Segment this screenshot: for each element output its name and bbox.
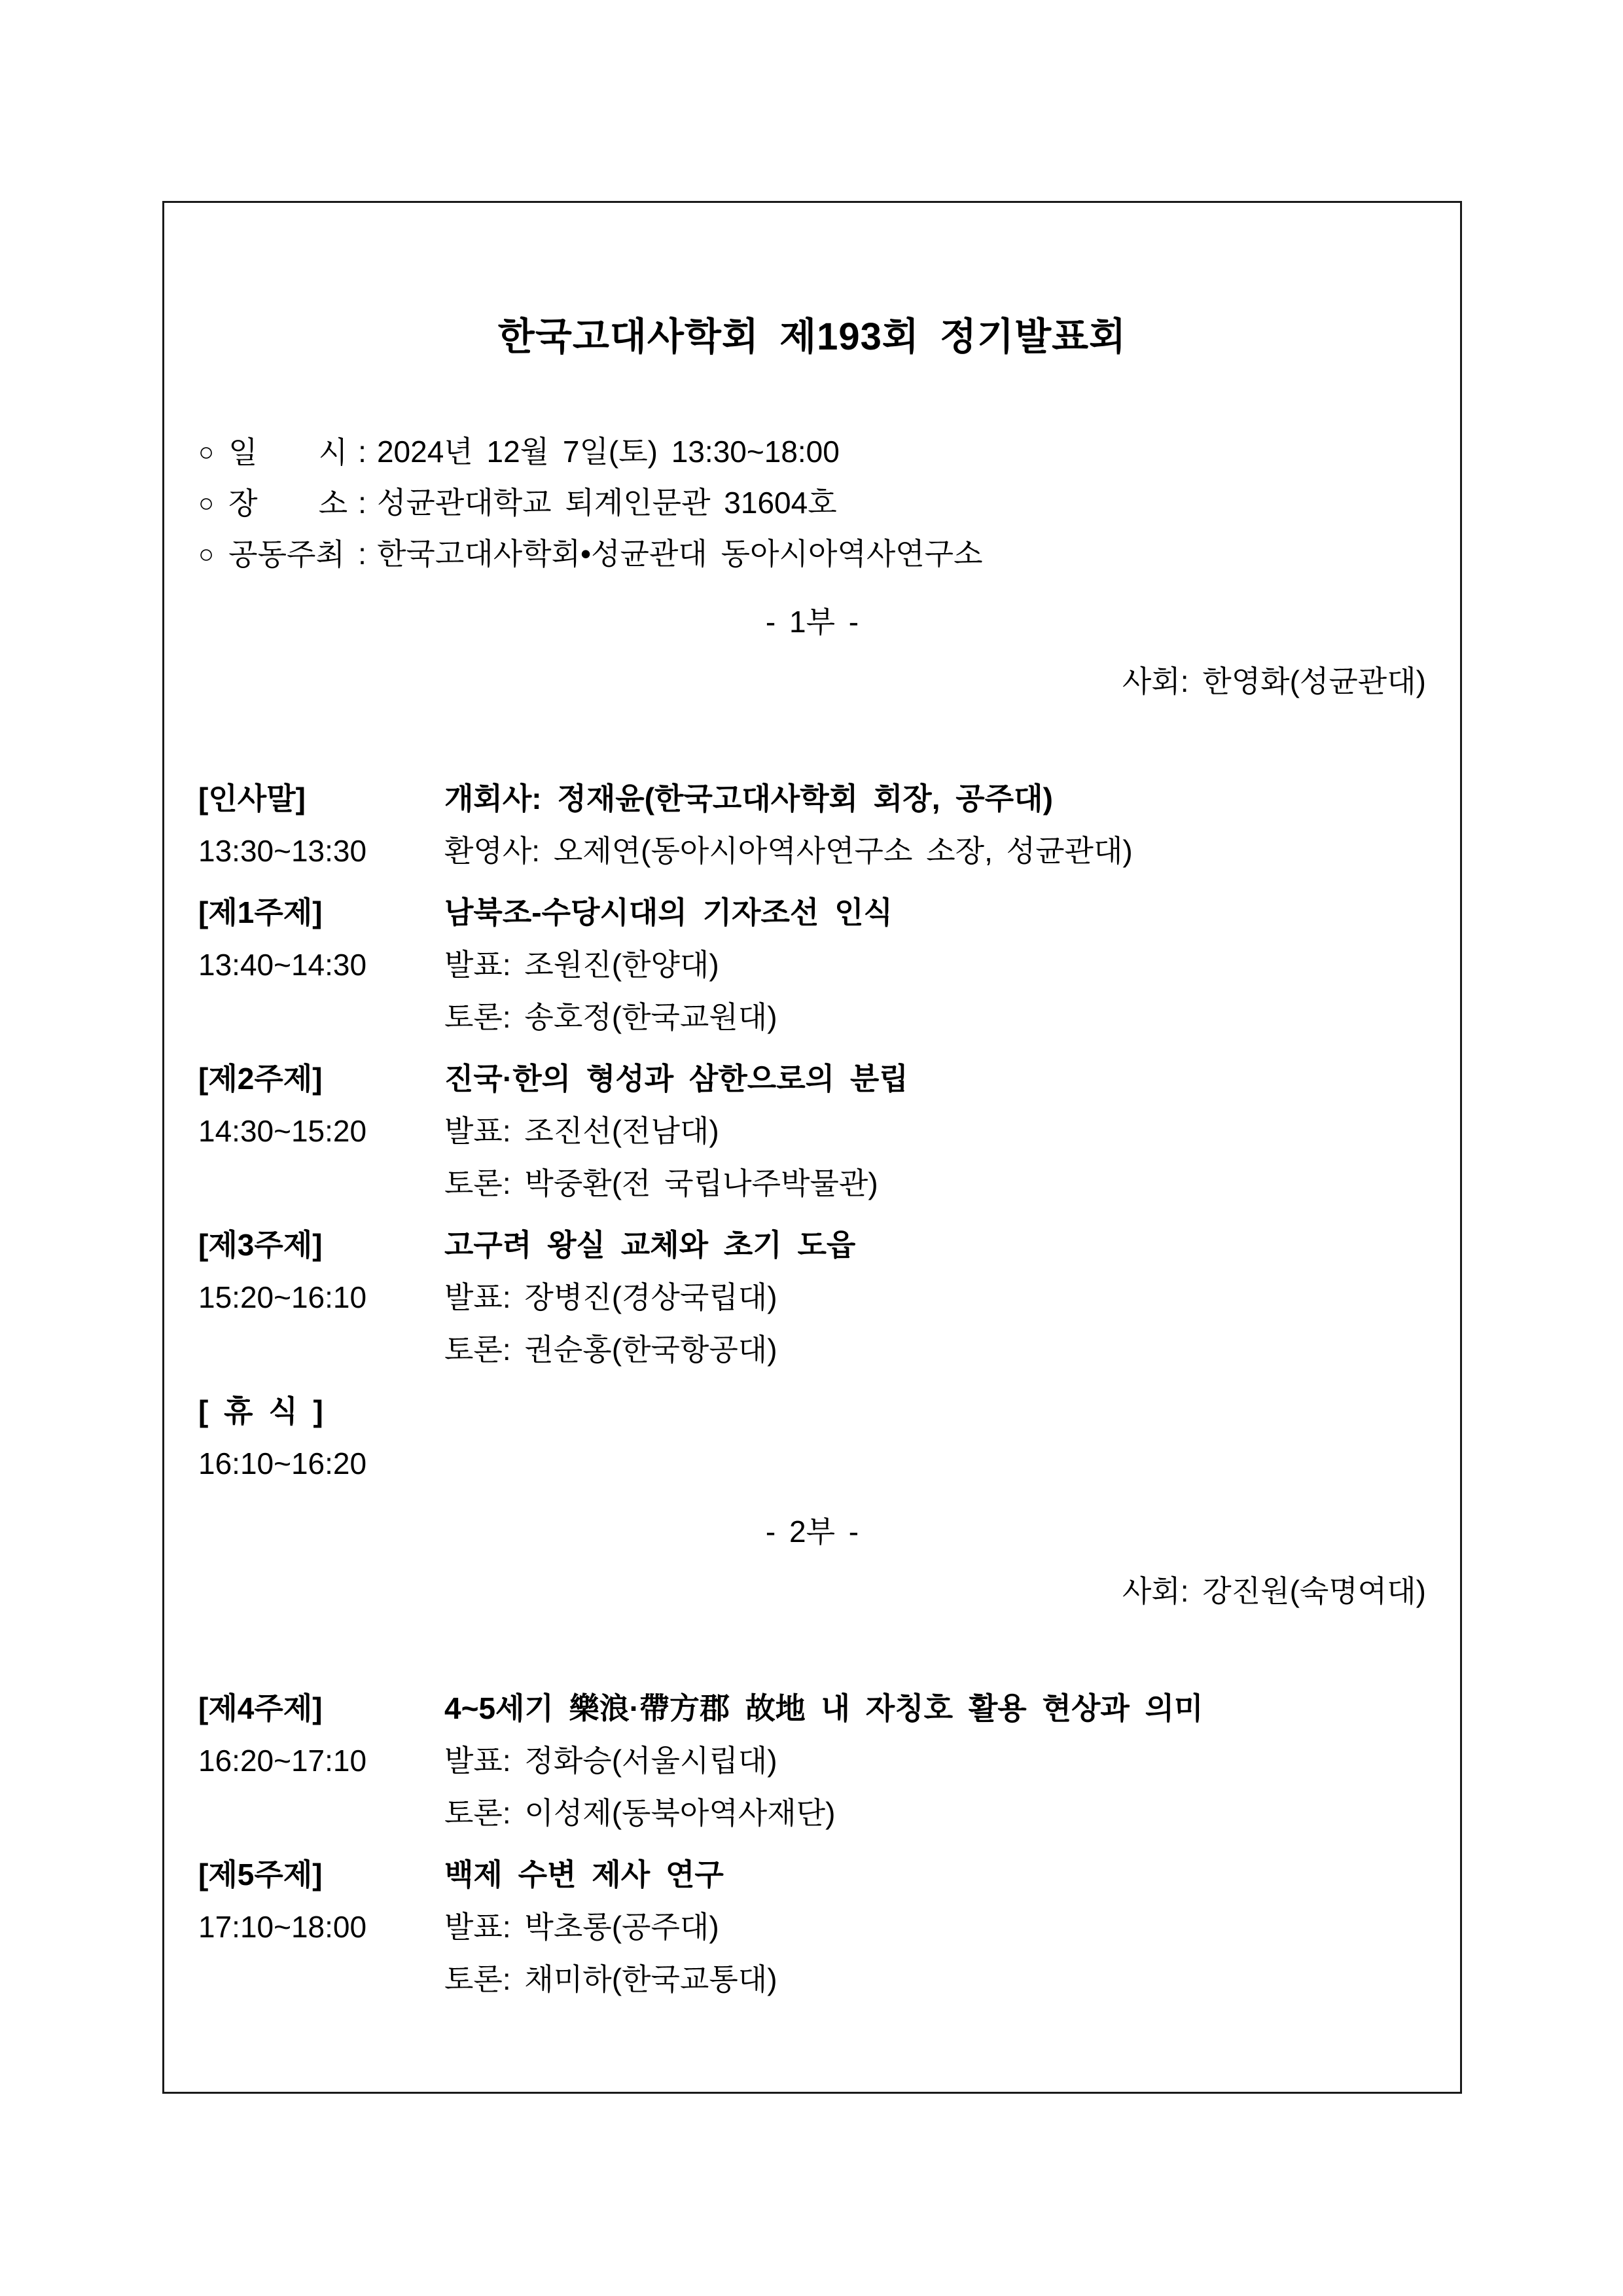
row-time: 14:30~15:20 (198, 1114, 367, 1148)
schedule-row (198, 1734, 1426, 1787)
schedule-row (198, 1787, 1426, 1839)
info-line-datetime (198, 427, 1426, 478)
row-time: 15:20~16:10 (198, 1280, 367, 1314)
schedule-row (198, 1219, 1426, 1271)
row-label: [제1주제] (198, 895, 323, 929)
info-label-datetime: 일 시 (228, 435, 348, 469)
schedule-block-topic1 (198, 886, 1426, 1043)
row-label: [제4주제] (198, 1691, 323, 1725)
schedule-row (198, 1385, 1426, 1437)
schedule-block-break (198, 1385, 1426, 1490)
part1-schedule (198, 772, 1426, 1490)
row-label: [인사말] (198, 781, 306, 816)
row-content: 토론: 이성제(동북아역사재단) (444, 1796, 836, 1830)
row-label: [제3주제] (198, 1228, 323, 1262)
document-border (162, 201, 1462, 2094)
document-title: 한국고대사학회 제193회 정기발표회 (497, 315, 1127, 358)
schedule-row (198, 772, 1426, 825)
row-time (198, 1953, 444, 2005)
row-content: 백제 수변 제사 연구 (444, 1857, 724, 1892)
schedule-row (198, 1105, 1426, 1157)
schedule-row (198, 1848, 1426, 1901)
row-content: 진국·한의 형성과 삼한으로의 분립 (444, 1062, 908, 1096)
schedule-row (198, 939, 1426, 991)
row-content: 토론: 송호정(한국교원대) (444, 1000, 777, 1034)
schedule-row (198, 1271, 1426, 1323)
part2-moderator: 사회: 강진원(숙명여대) (1122, 1574, 1426, 1608)
schedule-row (198, 991, 1426, 1043)
circle-bullet-icon: ○ (198, 438, 215, 467)
part1-moderator: 사회: 한영화(성균관대) (1122, 664, 1426, 698)
row-time: 17:10~18:00 (198, 1910, 367, 1944)
row-time: 16:20~17:10 (198, 1744, 367, 1778)
schedule-block-topic5 (198, 1848, 1426, 2005)
row-content: 남북조-수당시대의 기자조선 인식 (444, 895, 893, 929)
part2-schedule (198, 1682, 1426, 2005)
schedule-row (198, 1157, 1426, 1210)
circle-bullet-icon: ○ (198, 540, 215, 569)
schedule-row (198, 1323, 1426, 1376)
schedule-row (198, 825, 1426, 877)
row-content: 환영사: 오제연(동아시아역사연구소 소장, 성균관대) (444, 834, 1133, 868)
schedule-row (198, 1901, 1426, 1953)
part2-heading: - 2부 - (765, 1515, 859, 1549)
schedule-block-topic4 (198, 1682, 1426, 1839)
schedule-row (198, 1682, 1426, 1734)
info-separator: : (358, 435, 366, 469)
row-content (444, 1385, 1426, 1437)
row-content: 발표: 장병진(경상국립대) (444, 1280, 777, 1314)
row-content: 토론: 채미하(한국교통대) (444, 1962, 777, 1996)
schedule-row (198, 1052, 1426, 1105)
row-content: 발표: 조진선(전남대) (444, 1114, 719, 1148)
row-content: 토론: 박중환(전 국립나주박물관) (444, 1166, 878, 1200)
row-content: 발표: 조원진(한양대) (444, 948, 719, 982)
row-label: [ 휴 식 ] (198, 1394, 323, 1428)
info-line-venue (198, 478, 1426, 529)
row-time (198, 991, 444, 1043)
schedule-block-topic2 (198, 1052, 1426, 1210)
part1-heading: - 1부 - (765, 605, 859, 639)
row-time (198, 1787, 444, 1839)
row-label: [제2주제] (198, 1062, 323, 1096)
schedule-row (198, 1437, 1426, 1490)
info-label-organizer: 공동주최 (228, 537, 345, 571)
circle-bullet-icon: ○ (198, 489, 215, 518)
info-value-datetime: 2024년 12월 7일(토) 13:30~18:00 (376, 435, 840, 469)
row-content: 발표: 정화승(서울시립대) (444, 1744, 777, 1778)
schedule-row (198, 886, 1426, 939)
row-time: 13:30~13:30 (198, 834, 367, 868)
row-time (198, 1323, 444, 1376)
info-line-organizer (198, 529, 1426, 580)
row-time (198, 1157, 444, 1210)
row-time: 16:10~16:20 (198, 1446, 367, 1480)
schedule-block-topic3 (198, 1219, 1426, 1376)
info-label-venue: 장 소 (228, 486, 348, 520)
info-value-organizer: 한국고대사학회•성균관대 동아시아역사연구소 (376, 537, 983, 571)
row-content: 개회사: 정재윤(한국고대사학회 회장, 공주대) (444, 781, 1053, 816)
info-value-venue: 성균관대학교 퇴계인문관 31604호 (376, 486, 837, 520)
row-content: 토론: 권순홍(한국항공대) (444, 1333, 777, 1367)
row-content (444, 1437, 1426, 1490)
row-time: 13:40~14:30 (198, 948, 367, 982)
info-separator: : (358, 486, 366, 520)
row-content: 4~5세기 樂浪·帶方郡 故地 내 자칭호 활용 현상과 의미 (444, 1691, 1204, 1725)
info-separator: : (358, 537, 366, 571)
schedule-block-greeting (198, 772, 1426, 877)
row-content: 발표: 박초롱(공주대) (444, 1910, 719, 1944)
info-list (198, 427, 1426, 580)
row-label: [제5주제] (198, 1857, 323, 1892)
schedule-row (198, 1953, 1426, 2005)
row-content: 고구려 왕실 교체와 초기 도읍 (444, 1228, 856, 1262)
